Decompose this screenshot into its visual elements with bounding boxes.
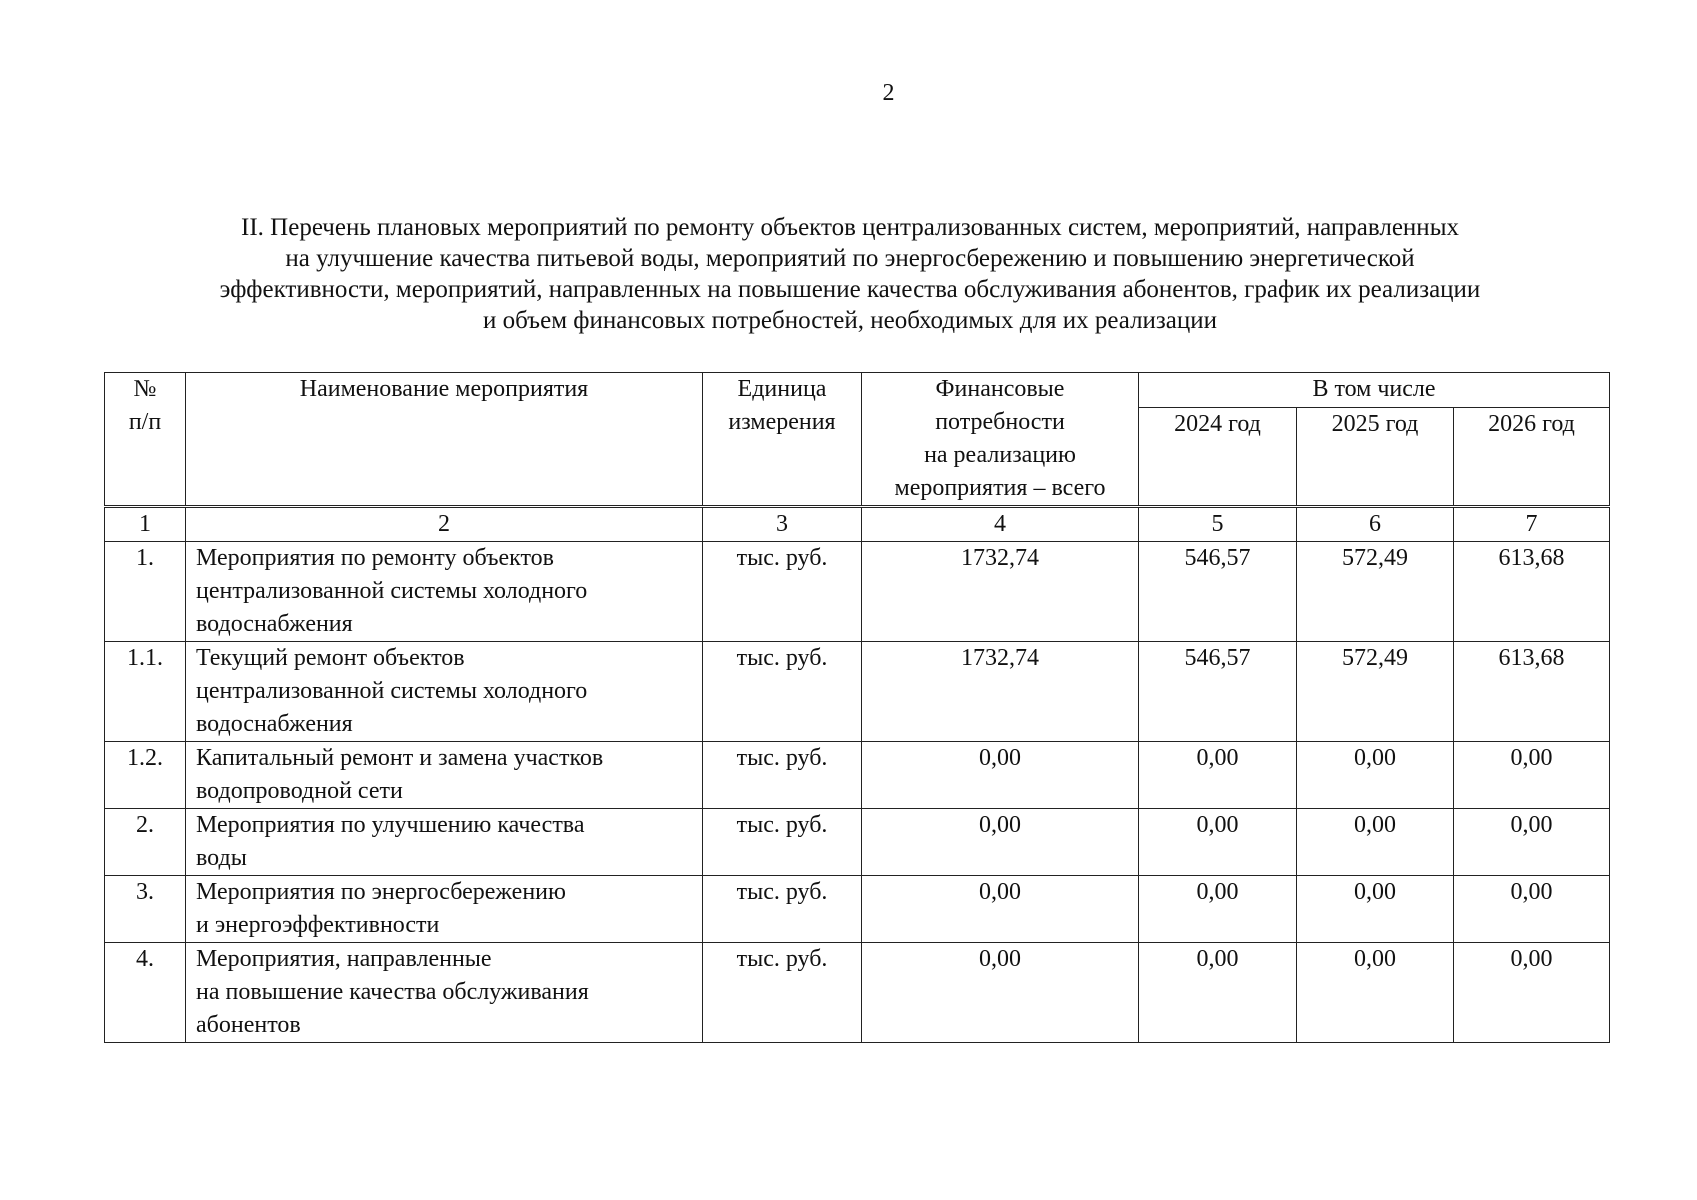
- header-finance-line: мероприятия – всего: [894, 475, 1106, 501]
- row-unit: тыс. руб.: [703, 642, 862, 742]
- row-name-line: централизованной системы холодного: [196, 578, 588, 604]
- row-2025: 0,00: [1297, 809, 1454, 876]
- column-number: 5: [1139, 507, 1297, 542]
- row-name: [186, 742, 703, 809]
- row-2026: 613,68: [1454, 542, 1610, 642]
- row-num: 1.1.: [105, 642, 186, 742]
- row-name-line: на повышение качества обслуживания: [196, 979, 589, 1005]
- row-2026: 0,00: [1454, 943, 1610, 1043]
- row-2025: 572,49: [1297, 642, 1454, 742]
- row-2026: 613,68: [1454, 642, 1610, 742]
- row-2025: 572,49: [1297, 542, 1454, 642]
- header-finance-line: потребности: [935, 409, 1065, 435]
- document-title: [120, 212, 1580, 336]
- row-2026: 0,00: [1454, 809, 1610, 876]
- row-num: 4.: [105, 943, 186, 1043]
- row-total: 0,00: [862, 809, 1139, 876]
- row-unit: тыс. руб.: [703, 876, 862, 943]
- row-name-line: абонентов: [196, 1012, 301, 1038]
- header-unit-line: измерения: [728, 409, 836, 435]
- row-name-line: Мероприятия по улучшению качества: [196, 812, 585, 838]
- row-total: 0,00: [862, 876, 1139, 943]
- row-name: [186, 876, 703, 943]
- column-number: 7: [1454, 507, 1610, 542]
- header-num-line: п/п: [128, 409, 162, 435]
- row-name-line: Капитальный ремонт и замена участков: [196, 745, 604, 771]
- row-name-line: Мероприятия по энергосбережению: [196, 879, 566, 905]
- row-name-line: и энергоэффективности: [196, 912, 440, 938]
- page-number: 2: [882, 80, 895, 106]
- header-finance-line: Финансовые: [935, 376, 1065, 402]
- table-row: [105, 809, 1610, 876]
- row-name-line: воды: [196, 845, 247, 871]
- row-name-line: Мероприятия по ремонту объектов: [196, 545, 554, 571]
- row-name-line: Текущий ремонт объектов: [196, 645, 465, 671]
- header-unit: [703, 373, 862, 507]
- column-number: 6: [1297, 507, 1454, 542]
- row-total: 0,00: [862, 742, 1139, 809]
- row-name-line: Мероприятия, направленные: [196, 946, 492, 972]
- column-number: 2: [186, 507, 703, 542]
- title-line: и объем финансовых потребностей, необходимых для их реализации: [482, 307, 1218, 334]
- table-row: [105, 642, 1610, 742]
- row-2025: 0,00: [1297, 742, 1454, 809]
- row-2024: 546,57: [1139, 642, 1297, 742]
- row-unit: тыс. руб.: [703, 542, 862, 642]
- table-row: [105, 876, 1610, 943]
- row-2024: 0,00: [1139, 876, 1297, 943]
- row-total: 1732,74: [862, 642, 1139, 742]
- header-unit-line: Единица: [737, 376, 827, 402]
- row-num: 2.: [105, 809, 186, 876]
- header-name: Наименование мероприятия: [186, 373, 703, 507]
- row-2025: 0,00: [1297, 943, 1454, 1043]
- row-name: [186, 542, 703, 642]
- row-name: [186, 809, 703, 876]
- row-name-line: водопроводной сети: [196, 778, 403, 804]
- row-name-line: централизованной системы холодного: [196, 678, 588, 704]
- table-row: [105, 943, 1610, 1043]
- title-line: эффективности, мероприятий, направленных на повышение качества обслуживания абонентов, график их реализации: [219, 276, 1481, 303]
- column-number: 3: [703, 507, 862, 542]
- header-year-2024: 2024 год: [1139, 407, 1297, 507]
- column-number-row: [105, 507, 1610, 542]
- header-num-line: №: [133, 376, 157, 402]
- row-num: 3.: [105, 876, 186, 943]
- row-2024: 0,00: [1139, 742, 1297, 809]
- row-2024: 0,00: [1139, 943, 1297, 1043]
- row-name: [186, 642, 703, 742]
- row-num: 1.2.: [105, 742, 186, 809]
- activities-table: [104, 372, 1610, 1043]
- row-2024: 0,00: [1139, 809, 1297, 876]
- row-num: 1.: [105, 542, 186, 642]
- header-including: В том числе: [1139, 373, 1610, 408]
- header-finance: [862, 373, 1139, 507]
- header-year-2025: 2025 год: [1297, 407, 1454, 507]
- table-row: [105, 742, 1610, 809]
- header-finance-line: на реализацию: [924, 442, 1076, 468]
- header-num: [105, 373, 186, 507]
- row-2026: 0,00: [1454, 742, 1610, 809]
- row-unit: тыс. руб.: [703, 943, 862, 1043]
- row-name-line: водоснабжения: [196, 611, 353, 637]
- header-year-2026: 2026 год: [1454, 407, 1610, 507]
- title-line: на улучшение качества питьевой воды, мероприятий по энергосбережению и повышению энергетической: [285, 245, 1415, 272]
- row-total: 1732,74: [862, 542, 1139, 642]
- table-row: [105, 542, 1610, 642]
- title-line: II. Перечень плановых мероприятий по ремонту объектов централизованных систем, мероприятий, направленных: [241, 214, 1459, 241]
- row-total: 0,00: [862, 943, 1139, 1043]
- row-unit: тыс. руб.: [703, 809, 862, 876]
- row-name: [186, 943, 703, 1043]
- row-2024: 546,57: [1139, 542, 1297, 642]
- row-name-line: водоснабжения: [196, 711, 353, 737]
- column-number: 4: [862, 507, 1139, 542]
- row-2025: 0,00: [1297, 876, 1454, 943]
- column-number: 1: [105, 507, 186, 542]
- row-unit: тыс. руб.: [703, 742, 862, 809]
- row-2026: 0,00: [1454, 876, 1610, 943]
